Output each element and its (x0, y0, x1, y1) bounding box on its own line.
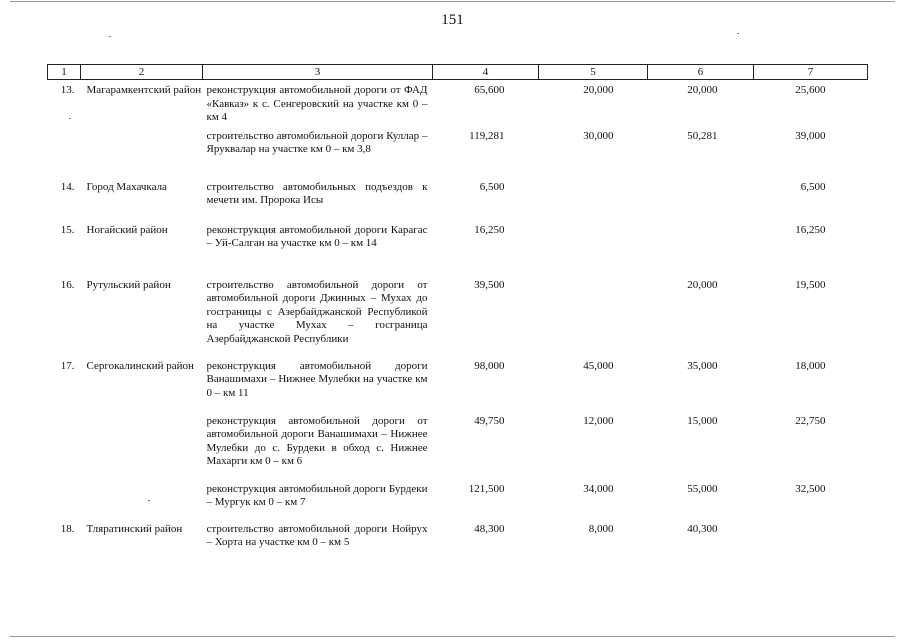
column-header-2: 2 (81, 65, 203, 80)
district-name: Ногайский район (86, 223, 168, 236)
cell-total: 119,281 (469, 129, 505, 142)
table-row (48, 357, 868, 413)
cell-col6: 40,300 (687, 522, 718, 535)
project-description: реконструкция автомобильной дороги от автомобильной дороги Ванашимахи – Нижнее Мулебки до с. Бурдеки в обход с. Нижнее Махарги км 0 – км 6 (206, 414, 428, 467)
cell-col5: 30,000 (583, 129, 614, 142)
district-name: Тляратинский район (86, 522, 183, 535)
cell-col6: 20,000 (687, 84, 718, 96)
scan-speck (109, 36, 111, 37)
row-number: 18. (60, 522, 75, 535)
cell-col7: 32,500 (795, 482, 826, 495)
project-description: реконструкция автомобильной дороги Бурдеки – Мургук км 0 – км 7 (206, 482, 428, 508)
project-description: строительство автомобильных подъездов к мечети им. Пророка Исы (206, 180, 428, 206)
page-number: 151 (441, 12, 464, 28)
cell-col5: 12,000 (583, 414, 614, 427)
district-name: Город Махачкала (86, 180, 167, 193)
project-description: строительство автомобильной дороги Нойрух – Хорта на участке км 0 – км 5 (206, 522, 428, 548)
table-row (48, 413, 868, 480)
cell-col5: 8,000 (588, 522, 614, 535)
cell-total: 121,500 (468, 482, 505, 495)
cell-total: 39,500 (474, 278, 505, 291)
cell-col6: 20,000 (687, 278, 718, 291)
scan-speck (737, 33, 739, 34)
project-description: строительство автомобильной дороги от автомобильной дороги Джинных – Мухах до госграницы с Азербайджанской Республикой на участке Мухах – госграница Азербайджанской Республики (206, 278, 428, 345)
cell-col7: 19,500 (795, 278, 826, 291)
cell-col5: 45,000 (583, 359, 614, 372)
column-header-3: 3 (203, 65, 433, 80)
district-name: Рутульский район (86, 278, 171, 291)
table-header-row (48, 65, 868, 80)
table-row (48, 125, 868, 178)
cell-total: 98,000 (474, 359, 505, 372)
district-name (81, 413, 203, 480)
cell-total: 65,600 (474, 84, 505, 96)
project-description: реконструкция автомобильной дороги Карагас – Уй-Салган на участке км 0 – км 14 (206, 223, 428, 249)
column-header-5: 5 (539, 65, 648, 80)
cell-col6 (648, 178, 754, 221)
table-row (48, 480, 868, 520)
cell-col6: 35,000 (687, 359, 718, 372)
cell-total: 6,500 (479, 180, 505, 193)
cell-total: 16,250 (474, 223, 505, 236)
cell-col7: 16,250 (795, 223, 826, 236)
cell-col6: 15,000 (687, 414, 718, 427)
column-header-4: 4 (433, 65, 539, 80)
row-number: 13. (60, 84, 75, 96)
district-name (81, 125, 203, 178)
cell-col6: 50,281 (687, 129, 718, 142)
cell-col6 (648, 221, 754, 276)
table-row (48, 80, 868, 125)
row-number: 15. (60, 223, 75, 236)
cell-col7: 22,750 (795, 414, 826, 427)
row-number (48, 413, 81, 480)
cell-col7: 6,500 (800, 180, 826, 193)
scan-edge-top (10, 1, 895, 2)
table-row (48, 276, 868, 357)
table-row (48, 221, 868, 276)
project-description: реконструкция автомобильной дороги Ванашимахи – Нижнее Мулебки на участке км 0 – км 11 (206, 359, 428, 399)
district-name (81, 480, 203, 520)
cell-col5 (539, 178, 648, 221)
row-number: 16. (60, 278, 75, 291)
column-header-7: 7 (754, 65, 868, 80)
district-name: Магарамкентский район (86, 84, 202, 96)
cell-col5: 20,000 (583, 84, 614, 96)
row-number (48, 125, 81, 178)
cell-col5 (539, 221, 648, 276)
project-description: строительство автомобильной дороги Куллар – Яруквалар на участке км 0 – км 3,8 (206, 129, 428, 155)
scan-edge-bottom (10, 636, 895, 637)
column-header-1: 1 (48, 65, 81, 80)
road-funding-table (47, 64, 868, 560)
project-description: реконструкция автомобильной дороги от ФАД «Кавказ» к с. Сенгеровский на участке км 0 – км 4 (206, 84, 428, 123)
cell-col7: 25,600 (795, 84, 826, 96)
cell-total: 48,300 (474, 522, 505, 535)
table-row (48, 520, 868, 560)
cell-total: 49,750 (474, 414, 505, 427)
cell-col7: 39,000 (795, 129, 826, 142)
district-name: Сергокалинский район (86, 359, 194, 372)
column-header-6: 6 (648, 65, 754, 80)
row-number: 14. (60, 180, 75, 193)
cell-col7: 18,000 (795, 359, 826, 372)
cell-col5 (539, 276, 648, 357)
cell-col7 (754, 520, 868, 560)
cell-col6: 55,000 (687, 482, 718, 495)
row-number: 17. (60, 359, 75, 372)
row-number (48, 480, 81, 520)
cell-col5: 34,000 (583, 482, 614, 495)
table-row (48, 178, 868, 221)
